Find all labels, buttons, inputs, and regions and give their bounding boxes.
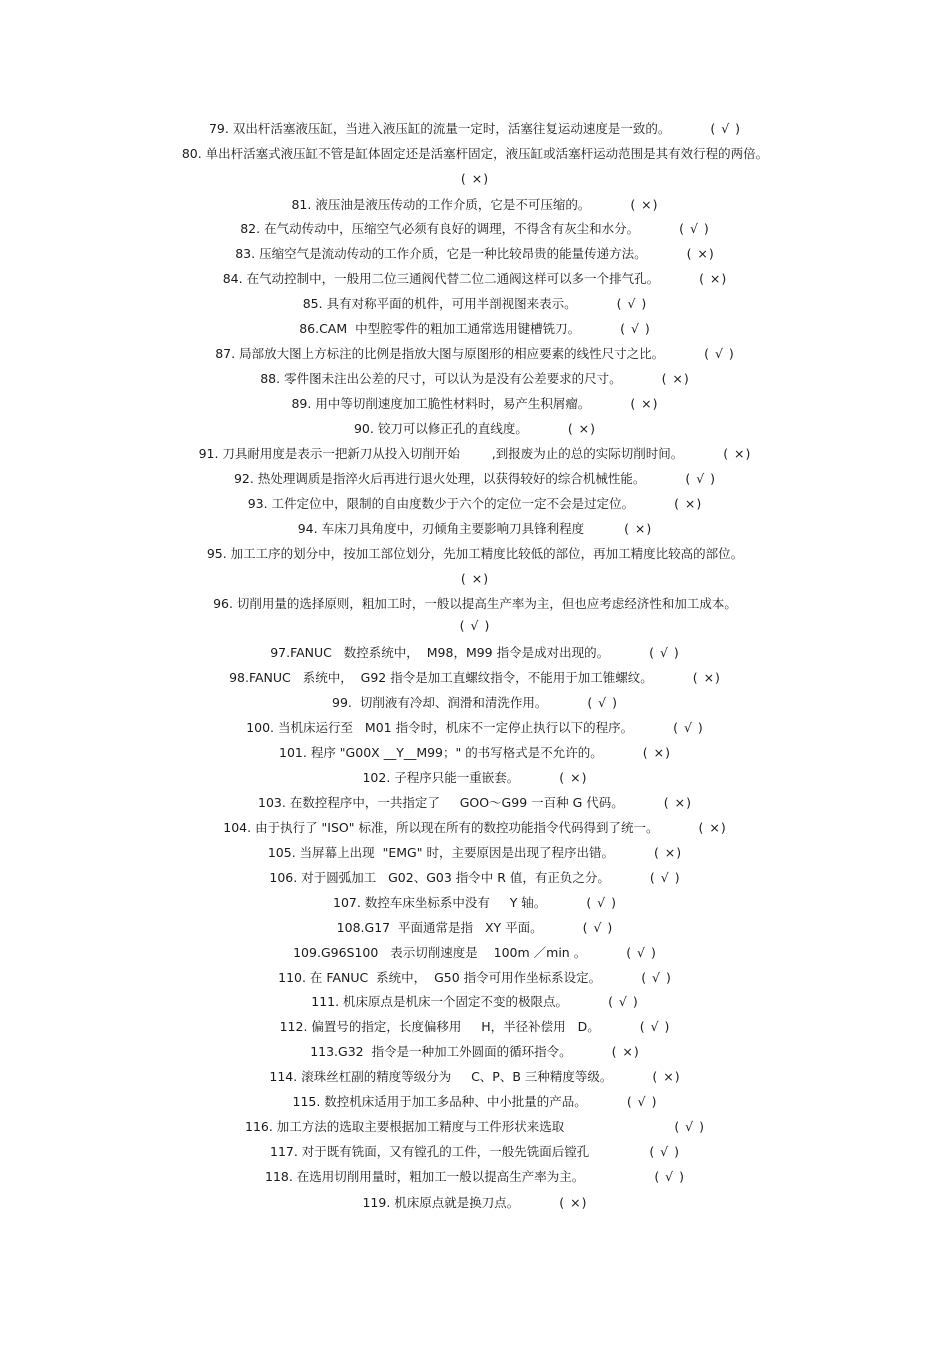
- answer-mark: ( √ ): [639, 1019, 671, 1034]
- answer-mark: ( ×): [663, 795, 692, 810]
- question-text: 118. 在选用切削用量时，粗加工一般以提高生产率为主。: [265, 1169, 585, 1184]
- question-91: [0, 446, 950, 462]
- question-text: 87. 局部放大图上方标注的比例是指放大图与原图形的相应要素的线性尺寸之比。: [215, 346, 665, 361]
- question-92: [0, 471, 950, 487]
- question-80: [0, 146, 950, 162]
- question-text: 91. 刀具耐用度是表示一把新刀从投入切削开始 ,到报废为止的总的实际切削时间。: [198, 446, 684, 461]
- question-text: 104. 由于执行了 "ISO" 标准，所以现在所有的数控功能指令代码得到了统一。: [223, 820, 659, 835]
- question-text: 89. 用中等切削速度加工脆性材料时，易产生积屑瘤。: [291, 396, 591, 411]
- question-text: 106. 对于圆弧加工 G02、G03 指令中 R 值，有正负之分。: [269, 870, 610, 885]
- question-text: 115. 数控机床适用于加工多品种、中小批量的产品。: [292, 1094, 587, 1109]
- answer-mark: ( √ ): [608, 994, 639, 1009]
- question-87: [0, 346, 950, 362]
- question-103: [0, 795, 950, 811]
- answer-95-line: [0, 571, 950, 587]
- question-text: 105. 当屏幕上出现 "EMG" 时，主要原因是出现了程序出错。: [267, 845, 614, 860]
- answer-mark: ( ×): [460, 571, 490, 586]
- question-111: [0, 994, 950, 1010]
- answer-mark: ( √ ): [641, 970, 672, 985]
- question-109: [0, 945, 950, 961]
- answer-mark: ( ×): [692, 670, 721, 685]
- answer-80-line: [0, 171, 950, 187]
- question-82: [0, 221, 950, 237]
- question-text: 99. 切削液有冷却、润滑和清洗作用。: [332, 695, 548, 710]
- question-text: 95. 加工工序的划分中，按加工部位划分，先加工精度比较低的部位，再加工精度比较高的部位。: [206, 546, 744, 561]
- answer-mark: ( √ ): [704, 346, 735, 361]
- answer-mark: ( √ ): [654, 1169, 685, 1184]
- answer-mark: ( ×): [630, 197, 659, 212]
- question-101: [0, 745, 950, 761]
- question-text: 81. 液压油是液压传动的工作介质，它是不可压缩的。: [291, 197, 591, 212]
- question-text: 100. 当机床运行至 M01 指令时，机床不一定停止执行以下的程序。: [246, 720, 634, 735]
- answer-mark: ( ×): [642, 745, 671, 760]
- answer-mark: ( √ ): [649, 1144, 680, 1159]
- question-102: [0, 770, 950, 786]
- question-114: [0, 1069, 950, 1085]
- question-97: [0, 645, 950, 661]
- question-text: 111. 机床原点是机床一个固定不变的极限点。: [311, 994, 569, 1009]
- answer-mark: ( √ ): [649, 870, 681, 885]
- question-text: 82. 在气动传动中，压缩空气必须有良好的调理，不得含有灰尘和水分。: [240, 221, 640, 236]
- answer-mark: ( √ ): [616, 296, 648, 311]
- answer-96-line: [0, 618, 950, 634]
- question-100: [0, 720, 950, 736]
- question-94: [0, 521, 950, 537]
- answer-mark: ( ×): [567, 421, 597, 436]
- question-83: [0, 246, 950, 262]
- question-text: 112. 偏置号的指定，长度偏移用 H，半径补偿用 D。: [279, 1019, 600, 1034]
- question-93: [0, 496, 950, 512]
- question-text: 117. 对于既有铣面，又有镗孔的工件，一般先铣面后镗孔: [270, 1144, 590, 1159]
- question-text: 103. 在数控程序中，一共指定了 GOO～G99 一百种 G 代码。: [258, 795, 624, 810]
- answer-mark: ( ×): [699, 271, 728, 286]
- question-110: [0, 970, 950, 986]
- question-text: 94. 车床刀具角度中，刃倾角主要影响刀具锋利程度: [297, 521, 585, 536]
- question-text: 114. 滚珠丝杠副的精度等级分为 C、P、B 三种精度等级。: [269, 1069, 613, 1084]
- answer-mark: ( √ ): [673, 720, 704, 735]
- question-79: [0, 121, 950, 137]
- question-81: [0, 197, 950, 213]
- question-104: [0, 820, 950, 836]
- answer-mark: ( ×): [653, 845, 683, 860]
- question-text: 116. 加工方法的选取主要根据加工精度与工件形状来选取: [245, 1119, 565, 1134]
- answer-mark: ( ×): [652, 1069, 681, 1084]
- answer-mark: ( ×): [559, 770, 588, 785]
- question-text: 119. 机床原点就是换刀点。: [362, 1195, 520, 1210]
- question-text: 102. 子程序只能一重嵌套。: [362, 770, 520, 785]
- question-99: [0, 695, 950, 711]
- question-text: 85. 具有对称平面的机件，可用半剖视图来表示。: [302, 296, 577, 311]
- question-86: [0, 321, 950, 337]
- question-90: [0, 421, 950, 437]
- question-text: 98.FANUC 系统中， G92 指令是加工直螺纹指令，不能用于加工锥螺纹。: [229, 670, 653, 685]
- question-text: 108.G17 平面通常是指 XY 平面。: [336, 920, 543, 935]
- question-text: 83. 压缩空气是流动传动的工作介质，它是一种比较昂贵的能量传递方法。: [235, 246, 647, 261]
- question-text: 88. 零件图未注出公差的尺寸，可以认为是没有公差要求的尺寸。: [260, 371, 622, 386]
- answer-mark: ( √ ): [459, 618, 491, 633]
- question-116: [0, 1119, 950, 1135]
- question-text: 96. 切削用量的选择原则，粗加工时，一般以提高生产率为主，但也应考虑经济性和加工成本。: [213, 596, 737, 611]
- question-text: 92. 热处理调质是指淬火后再进行退火处理，以获得较好的综合机械性能。: [233, 471, 646, 486]
- question-88: [0, 371, 950, 387]
- question-106: [0, 870, 950, 886]
- question-118: [0, 1169, 950, 1185]
- answer-mark: ( √ ): [685, 471, 717, 486]
- question-text: 101. 程序 "G00X __Y__M99；" 的书写格式是不允许的。: [279, 745, 603, 760]
- answer-mark: ( ×): [624, 521, 653, 536]
- answer-mark: ( √ ): [626, 945, 657, 960]
- question-98: [0, 670, 950, 686]
- question-text: 90. 铰刀可以修正孔的直线度。: [353, 421, 528, 436]
- question-112: [0, 1019, 950, 1035]
- answer-mark: ( ×): [630, 396, 659, 411]
- answer-mark: ( ×): [611, 1044, 640, 1059]
- question-119: [0, 1195, 950, 1211]
- answer-mark: ( √ ): [587, 695, 618, 710]
- question-text: 110. 在 FANUC 系统中， G50 指令可用作坐标系设定。: [278, 970, 602, 985]
- answer-mark: ( √ ): [586, 895, 617, 910]
- answer-mark: ( ×): [686, 246, 715, 261]
- answer-mark: ( √ ): [649, 645, 680, 660]
- question-89: [0, 396, 950, 412]
- question-text: 86.CAM 中型腔零件的粗加工通常选用键槽铣刀。: [299, 321, 581, 336]
- question-95: [0, 546, 950, 562]
- answer-mark: ( √ ): [582, 920, 614, 935]
- answer-mark: ( ×): [674, 496, 703, 511]
- question-96: [0, 596, 950, 612]
- answer-mark: ( √ ): [620, 321, 651, 336]
- question-108: [0, 920, 950, 936]
- answer-mark: ( ×): [460, 171, 490, 186]
- answer-mark: ( √ ): [679, 221, 710, 236]
- question-text: 113.G32 指令是一种加工外圆面的循环指令。: [310, 1044, 572, 1059]
- question-text: 97.FANUC 数控系统中， M98，M99 指令是成对出现的。: [270, 645, 610, 660]
- question-text: 84. 在气动控制中，一般用二位三通阀代替二位二通阀这样可以多一个排气孔。: [222, 271, 660, 286]
- question-113: [0, 1044, 950, 1060]
- question-84: [0, 271, 950, 287]
- answer-mark: ( ×): [661, 371, 690, 386]
- answer-mark: ( ×): [698, 820, 727, 835]
- question-117: [0, 1144, 950, 1160]
- question-text: 109.G96S100 表示切削速度是 100m ／min 。: [293, 945, 587, 960]
- question-85: [0, 296, 950, 312]
- question-text: 93. 工件定位中，限制的自由度数少于六个的定位一定不会是过定位。: [247, 496, 635, 511]
- question-107: [0, 895, 950, 911]
- question-text: 80. 单出杆活塞式液压缸不管是缸体固定还是活塞杆固定，液压缸或活塞杆运动范围是其有效行程的两倍。: [181, 146, 769, 161]
- answer-mark: ( √ ): [710, 121, 742, 136]
- question-115: [0, 1094, 950, 1110]
- question-text: 79. 双出杆活塞液压缸，当进入液压缸的流量一定时，活塞往复运动速度是一致的。: [208, 121, 671, 136]
- answer-mark: ( √ ): [626, 1094, 658, 1109]
- question-text: 107. 数控车床坐标系中没有 Y 轴。: [333, 895, 547, 910]
- question-105: [0, 845, 950, 861]
- answer-mark: ( ×): [723, 446, 752, 461]
- answer-mark: ( ×): [559, 1195, 588, 1210]
- answer-mark: ( √ ): [674, 1119, 705, 1134]
